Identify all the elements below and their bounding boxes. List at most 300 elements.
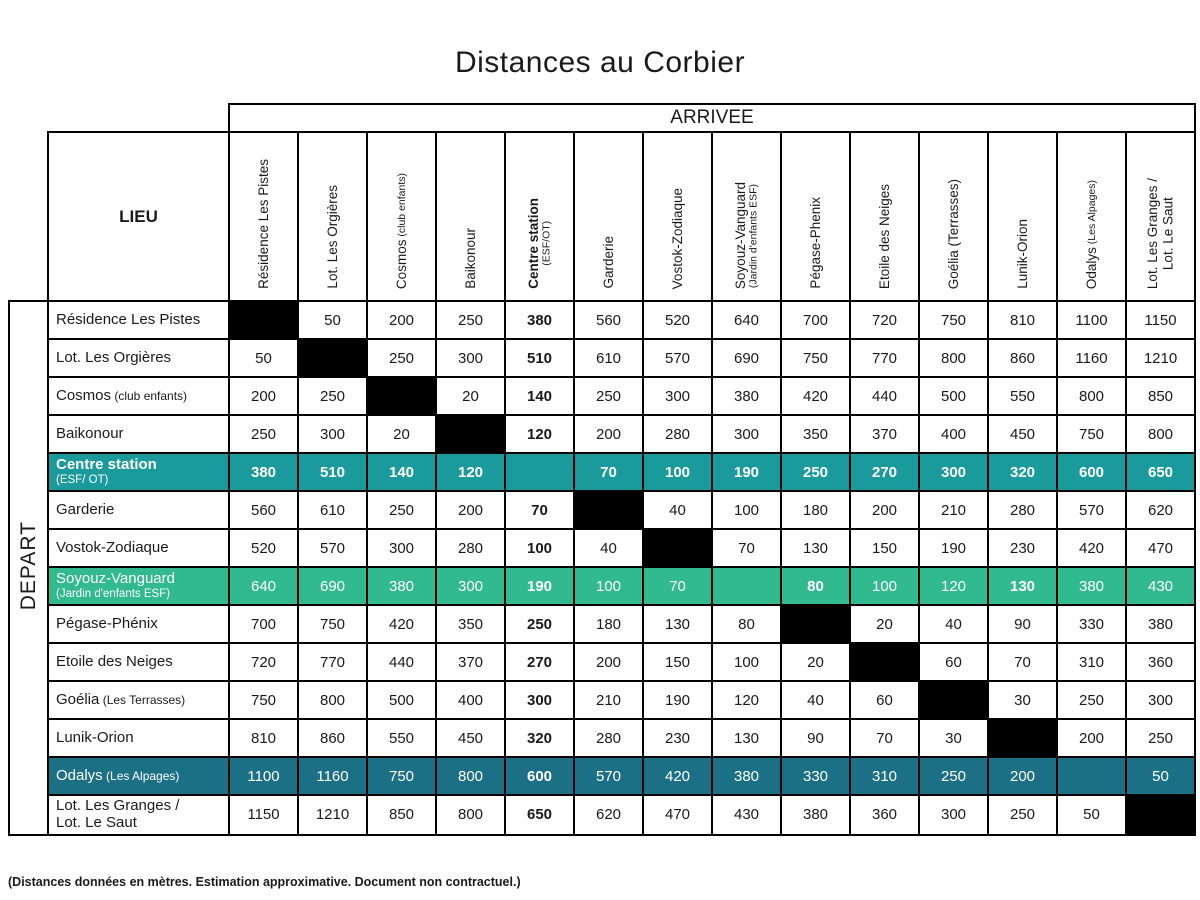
label-suffix: (club enfants) [111,388,188,403]
distance-cell: 250 [574,377,643,415]
distance-cell: 420 [367,605,436,643]
distance-cell: 850 [367,795,436,835]
distance-cell: 620 [574,795,643,835]
distance-cell: 380 [229,453,298,491]
table-row-9 [9,605,1195,643]
distance-cell: 350 [781,415,850,453]
distance-cell: 270 [850,453,919,491]
row-label-6 [48,491,229,529]
distance-cell: 60 [919,643,988,681]
distance-cell: 600 [505,757,574,795]
row-label-5 [48,453,229,491]
distance-cell: 70 [850,719,919,757]
distance-cell: 50 [1057,795,1126,835]
distance-cell: 210 [574,681,643,719]
distance-cell: 280 [574,719,643,757]
column-header-4 [436,132,505,301]
label-main: Etoile des Neiges [56,652,173,670]
distance-cell: 690 [298,567,367,605]
distance-cell: 550 [367,719,436,757]
diagonal-cell [436,415,505,453]
distance-cell: 100 [712,491,781,529]
distance-cell: 510 [298,453,367,491]
distance-cell: 300 [712,415,781,453]
distance-cell: 860 [298,719,367,757]
footer-note: (Distances données en mètres. Estimation approximative. Document non contractuel.) [8,875,521,889]
distance-cell: 640 [229,567,298,605]
row-label-4 [48,415,229,453]
distance-cell: 860 [988,339,1057,377]
column-header-label [877,184,892,289]
label-main: Centre station [525,198,541,289]
distance-cell: 30 [988,681,1057,719]
distance-cell: 570 [643,339,712,377]
distance-cell: 750 [919,301,988,339]
distance-cell: 610 [298,491,367,529]
label-main: Odalys [1083,246,1099,289]
distance-cell: 700 [781,301,850,339]
row-label-2 [48,339,229,377]
distance-cell: 100 [643,453,712,491]
column-header-label [256,159,271,289]
distance-cell: 380 [505,301,574,339]
distance-cell: 610 [574,339,643,377]
distance-cell: 700 [229,605,298,643]
distance-cell: 1210 [1126,339,1195,377]
distance-cell: 70 [505,491,574,529]
label-main: Odalys [56,766,103,784]
distance-cell: 300 [1126,681,1195,719]
column-header-label [733,182,760,289]
distance-cell: 120 [505,415,574,453]
distance-cell: 370 [436,643,505,681]
distance-cell: 150 [850,529,919,567]
corner-spacer [9,104,229,132]
label-main: Lot. Les Granges / [56,797,180,814]
distance-cell: 770 [298,643,367,681]
table-row-14 [9,795,1195,835]
distance-cell: 70 [643,567,712,605]
distance-cell: 360 [850,795,919,835]
row-label-12 [48,719,229,757]
label-main: Centre station [56,455,157,473]
distance-cell: 650 [505,795,574,835]
label-main: Vostok-Zodiaque [669,187,685,289]
distance-cell: 400 [919,415,988,453]
label-main: Goélia [56,690,100,708]
label-main: Pégase-Phenix [807,197,823,289]
diagonal-cell [1126,795,1195,835]
distance-cell: 270 [505,643,574,681]
distance-cell: 200 [1057,719,1126,757]
distance-cell: 300 [505,681,574,719]
table-row-2 [9,339,1195,377]
distance-cell: 300 [436,339,505,377]
distance-cell: 210 [919,491,988,529]
distance-cell: 300 [436,567,505,605]
row-label-8 [48,567,229,605]
distance-cell: 90 [988,605,1057,643]
distance-cell: 200 [574,643,643,681]
distance-cell: 350 [436,605,505,643]
distance-cell: 850 [1126,377,1195,415]
distance-cell: 750 [229,681,298,719]
distance-cell: 570 [574,757,643,795]
diagonal-cell [988,719,1057,757]
label-main: Baikonour [56,424,124,442]
distance-cell: 280 [436,529,505,567]
distance-cell: 300 [367,529,436,567]
distance-cell: 650 [1126,453,1195,491]
distance-cell: 420 [781,377,850,415]
label-main: Cosmos [56,386,112,404]
distance-cell: 330 [781,757,850,795]
row-label-13 [48,757,229,795]
distance-cell: 60 [850,681,919,719]
label-sub: (Jardin d'enfants ESF) [56,587,171,600]
distance-cell: 100 [505,529,574,567]
distance-cell: 250 [367,339,436,377]
distance-cell: 200 [988,757,1057,795]
distance-table [8,103,1196,836]
column-header-label [1145,178,1176,289]
row-label-9 [48,605,229,643]
distance-cell: 40 [919,605,988,643]
distance-cell: 450 [988,415,1057,453]
distance-cell: 140 [367,453,436,491]
distance-cell: 250 [1057,681,1126,719]
column-header-13 [1057,132,1126,301]
distance-cell: 40 [781,681,850,719]
distance-cell: 470 [1126,529,1195,567]
label-main: Pégase-Phénix [56,614,158,632]
column-header-label [670,188,685,289]
distance-cell: 50 [1126,757,1195,795]
distance-cell: 80 [712,605,781,643]
distance-cell: 640 [712,301,781,339]
column-header-3 [367,132,436,301]
distance-cell: 130 [781,529,850,567]
distance-cell: 230 [988,529,1057,567]
distance-cell: 130 [643,605,712,643]
distance-cell: 190 [505,567,574,605]
distance-cell: 300 [919,795,988,835]
column-header-label [601,236,616,289]
distance-cell: 310 [1057,643,1126,681]
distance-cell: 250 [1126,719,1195,757]
distance-cell: 510 [505,339,574,377]
column-header-label [808,197,823,289]
distance-cell: 550 [988,377,1057,415]
distance-cell: 420 [643,757,712,795]
table-row-10 [9,643,1195,681]
arrivee-header: ARRIVEE [229,104,1195,132]
distance-cell: 300 [298,415,367,453]
column-header-label [946,179,961,289]
distance-cell: 250 [781,453,850,491]
distance-cell: 800 [298,681,367,719]
distance-cell: 430 [1126,567,1195,605]
distance-cell: 100 [850,567,919,605]
distance-cell: 280 [643,415,712,453]
label-suffix: (Les Alpages) [1085,179,1098,247]
diagonal-cell [367,377,436,415]
distance-cell: 200 [850,491,919,529]
distance-cell: 690 [712,339,781,377]
column-header-row [9,132,1195,301]
table-row-1 [9,301,1195,339]
distance-cell: 250 [229,415,298,453]
label-main: Garderie [600,236,616,289]
depart-header [9,301,48,835]
diagonal-cell [781,605,850,643]
column-header-9 [781,132,850,301]
distance-cell: 430 [712,795,781,835]
distance-cell: 500 [919,377,988,415]
distance-cell: 200 [574,415,643,453]
column-header-2 [298,132,367,301]
distance-cell: 800 [919,339,988,377]
distance-cell: 370 [850,415,919,453]
distance-cell: 200 [367,301,436,339]
distance-cell: 750 [367,757,436,795]
row-label-1 [48,301,229,339]
diagonal-cell [643,529,712,567]
label-main: Goélia (Terrasses) [945,178,961,289]
distance-cell: 810 [229,719,298,757]
diagonal-cell [505,453,574,491]
distance-cell: 100 [574,567,643,605]
diagonal-cell [298,339,367,377]
distance-cell: 810 [988,301,1057,339]
label-main: Vostok-Zodiaque [56,538,169,556]
distance-cell: 200 [436,491,505,529]
column-header-8 [712,132,781,301]
distance-cell: 330 [1057,605,1126,643]
distance-cell: 20 [367,415,436,453]
label-sub: (Jardin d'enfants ESF) [747,183,760,288]
distance-cell: 300 [643,377,712,415]
distance-cell: 1150 [1126,301,1195,339]
distance-cell: 380 [781,795,850,835]
distance-cell: 190 [643,681,712,719]
distance-cell: 560 [574,301,643,339]
label-main: Baikonour [462,228,478,289]
distance-cell: 320 [988,453,1057,491]
label-suffix: (Les Terrasses) [99,692,186,707]
column-header-label [526,198,553,289]
corner-spacer-left [9,132,48,301]
depart-label: DEPART [16,520,40,610]
distance-cell: 250 [505,605,574,643]
diagonal-cell [850,643,919,681]
distance-cell: 450 [436,719,505,757]
distance-cell: 440 [367,643,436,681]
column-header-12 [988,132,1057,301]
table-row-5 [9,453,1195,491]
column-header-label [463,228,478,289]
column-header-1 [229,132,298,301]
diagonal-cell [712,567,781,605]
label-main: Soyouz-Vanguard [56,569,175,587]
distance-cell: 1210 [298,795,367,835]
table-row-4 [9,415,1195,453]
distance-cell: 50 [229,339,298,377]
distance-cell: 90 [781,719,850,757]
label-main: Cosmos [393,239,409,289]
label-main: Etoile des Neiges [876,183,892,289]
distance-cell: 250 [436,301,505,339]
distance-cell: 80 [781,567,850,605]
distance-cell: 120 [436,453,505,491]
row-label-11 [48,681,229,719]
distance-cell: 230 [643,719,712,757]
lieu-header: LIEU [48,132,229,301]
distance-cell: 800 [436,795,505,835]
distance-cell: 190 [919,529,988,567]
distance-cell: 70 [712,529,781,567]
distance-cell: 20 [781,643,850,681]
table-row-3 [9,377,1195,415]
label-sub: (ESF/OT) [540,221,553,267]
label-main: Lunik-Orion [1014,219,1030,289]
distance-cell: 1100 [1057,301,1126,339]
distance-cell: 380 [712,377,781,415]
distance-cell: 30 [919,719,988,757]
distance-cell: 100 [712,643,781,681]
distance-cell: 560 [229,491,298,529]
row-label-3 [48,377,229,415]
label-main: Lot. Les Orgières [324,185,340,289]
label-sub: (ESF/ OT) [56,473,109,486]
distance-cell: 120 [712,681,781,719]
row-label-14 [48,795,229,835]
distance-cell: 250 [298,377,367,415]
distance-cell: 120 [919,567,988,605]
diagonal-cell [1057,757,1126,795]
distance-cell: 380 [1126,605,1195,643]
column-header-10 [850,132,919,301]
distance-cell: 250 [988,795,1057,835]
label-main: Lot. Les Orgières [56,348,172,366]
distance-cell: 500 [367,681,436,719]
row-label-10 [48,643,229,681]
distance-cell: 130 [988,567,1057,605]
distance-cell: 1160 [1057,339,1126,377]
distance-cell: 520 [229,529,298,567]
distance-cell: 570 [1057,491,1126,529]
distance-cell: 200 [229,377,298,415]
distance-cell: 720 [850,301,919,339]
distance-cell: 800 [1057,377,1126,415]
distance-cell: 180 [574,605,643,643]
column-header-label [394,173,409,289]
distance-cell: 600 [1057,453,1126,491]
diagonal-cell [574,491,643,529]
label-main: Lunik-Orion [56,728,134,746]
distance-cell: 310 [850,757,919,795]
distance-cell: 800 [1126,415,1195,453]
table-row-12 [9,719,1195,757]
label-suffix: (Les Alpages) [102,768,180,783]
distance-cell: 150 [643,643,712,681]
row-label-7 [48,529,229,567]
distance-cell: 40 [574,529,643,567]
label-main: Soyouz-Vanguard [732,181,748,289]
distance-cell: 380 [1057,567,1126,605]
table-row-11 [9,681,1195,719]
distance-cell: 770 [850,339,919,377]
distance-cell: 800 [436,757,505,795]
column-header-label [1015,219,1030,289]
label-main: Garderie [56,500,115,518]
distance-cell: 1100 [229,757,298,795]
distance-cell: 20 [436,377,505,415]
distance-cell: 180 [781,491,850,529]
distance-cell: 750 [781,339,850,377]
distance-cell: 750 [1057,415,1126,453]
table-row-13 [9,757,1195,795]
distance-cell: 320 [505,719,574,757]
label-suffix: (club enfants) [395,172,408,240]
column-header-5 [505,132,574,301]
distance-cell: 70 [988,643,1057,681]
distance-cell: 720 [229,643,298,681]
column-header-label [325,185,340,289]
distance-cell: 380 [712,757,781,795]
distance-cell: 440 [850,377,919,415]
diagonal-cell [229,301,298,339]
column-header-label [1084,180,1099,289]
distance-cell: 1150 [229,795,298,835]
distance-cell: 250 [919,757,988,795]
distance-cell: 20 [850,605,919,643]
diagonal-cell [919,681,988,719]
distance-cell: 360 [1126,643,1195,681]
distance-cell: 520 [643,301,712,339]
distance-cell: 50 [298,301,367,339]
distance-cell: 750 [298,605,367,643]
distance-cell: 420 [1057,529,1126,567]
label-main: Lot. Les Granges / [1145,177,1161,289]
label-main: Résidence Les Pistes [255,159,271,289]
distance-cell: 250 [367,491,436,529]
column-header-11 [919,132,988,301]
distance-cell: 380 [367,567,436,605]
table-row-7 [9,529,1195,567]
column-header-6 [574,132,643,301]
page-title: Distances au Corbier [454,46,746,79]
distance-cell: 190 [712,453,781,491]
label-line2: Lot. Le Saut [56,813,137,831]
distance-cell: 1160 [298,757,367,795]
table-row-6 [9,491,1195,529]
distance-cell: 280 [988,491,1057,529]
table-row-8 [9,567,1195,605]
distance-cell: 570 [298,529,367,567]
distance-cell: 400 [436,681,505,719]
column-header-14 [1126,132,1195,301]
distance-cell: 40 [643,491,712,529]
distance-cell: 300 [919,453,988,491]
distance-cell: 620 [1126,491,1195,529]
distance-cell: 130 [712,719,781,757]
column-header-7 [643,132,712,301]
distance-cell: 140 [505,377,574,415]
distance-cell: 70 [574,453,643,491]
distance-cell: 470 [643,795,712,835]
arrivee-row [9,104,1195,132]
